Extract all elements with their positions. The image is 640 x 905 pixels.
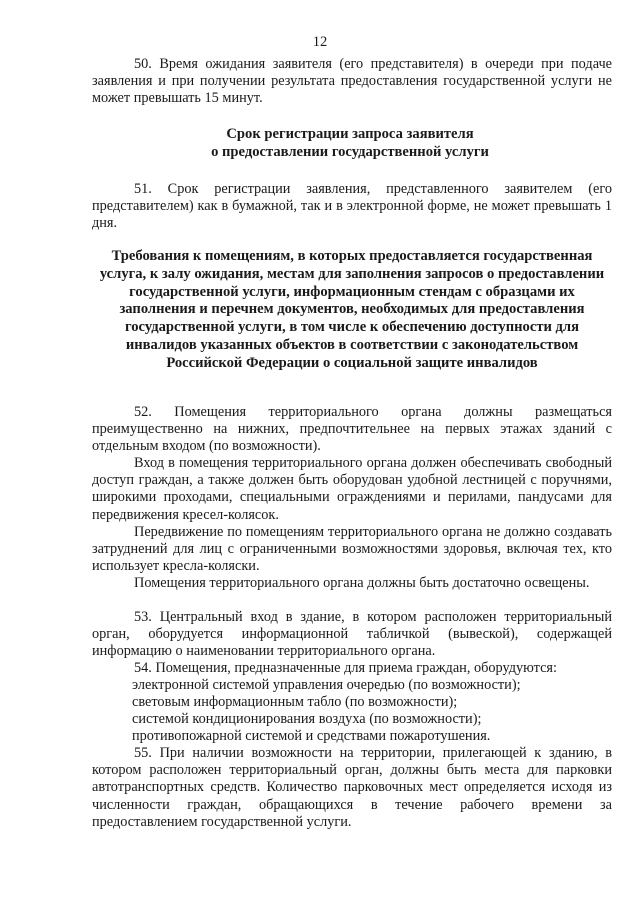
- paragraph-55: 55. При наличии возможности на территории, прилегающей к зданию, в котором расположен территориальный орган, должны быть места для парковки автотранспортных средств. Количество парковочных мест определяется исходя из численности граждан, обращающихся в течение рабочего времени за предоставлением государственной услуги.: [92, 745, 612, 830]
- paragraph-54: 54. Помещения, предназначенные для приема граждан, оборудуются:: [134, 660, 557, 676]
- heading-line: о предоставлении государственной услуги: [211, 143, 489, 160]
- heading-line: Срок регистрации запроса заявителя: [226, 126, 474, 142]
- paragraph-52-movement: Передвижение по помещениям территориального органа не должно создавать затруднений для лиц с ограниченными возможностями здоровья, включая тех, кто использует кресла-коляски.: [92, 524, 612, 575]
- paragraph-51: 51. Срок регистрации заявления, представленного заявителем (его представителем) как в бумажной, так и в электронной форме, не может превышать 1 дня.: [92, 181, 612, 232]
- list-item: световым информационным табло (по возможности);: [132, 694, 458, 710]
- list-item: электронной системой управления очередью (по возможности);: [132, 677, 521, 693]
- paragraph-52: 52. Помещения территориального органа должны размещаться преимущественно на нижних, предпочтительнее на первых этажах зданий с отдельным входом (по возможности).: [92, 404, 612, 455]
- list-item: системой кондиционирования воздуха (по возможности);: [132, 711, 482, 727]
- paragraph-52-lighting: Помещения территориального органа должны быть достаточно освещены.: [134, 575, 590, 591]
- paragraph-50: 50. Время ожидания заявителя (его представителя) в очереди при подаче заявления и при получении результата предоставления государственной услуги не может превышать 15 минут.: [92, 56, 612, 107]
- list-item: противопожарной системой и средствами пожаротушения.: [132, 728, 491, 744]
- paragraph-52-entrance: Вход в помещения территориального органа должен обеспечивать свободный доступ граждан, а также должен быть оборудован удобной лестницей с поручнями, широкими проходами, специальными ограждениями и перилами, пандусами для передвижения кресел-колясок.: [92, 455, 612, 523]
- paragraph-53: 53. Центральный вход в здание, в котором расположен территориальный орган, оборудуется информационной табличкой (вывеской), содержащей информацию о наименовании территориального органа.: [92, 609, 612, 660]
- section-heading-premises-requirements: Требования к помещениям, в которых предоставляется государственная услуга, к залу ожидания, местам для заполнения запросов о предоставлении государственной услуги, информационным стендам с образцами их заполнения и перечнем документов, необходимых для предоставления государственной услуги, в том числе к обеспечению доступности для инвалидов указанных объектов в соответствии с законодательством Российской Федерации о социальной защите инвалидов: [99, 248, 605, 371]
- section-heading-registration-term: [80, 126, 620, 162]
- page-number: 12: [312, 34, 328, 50]
